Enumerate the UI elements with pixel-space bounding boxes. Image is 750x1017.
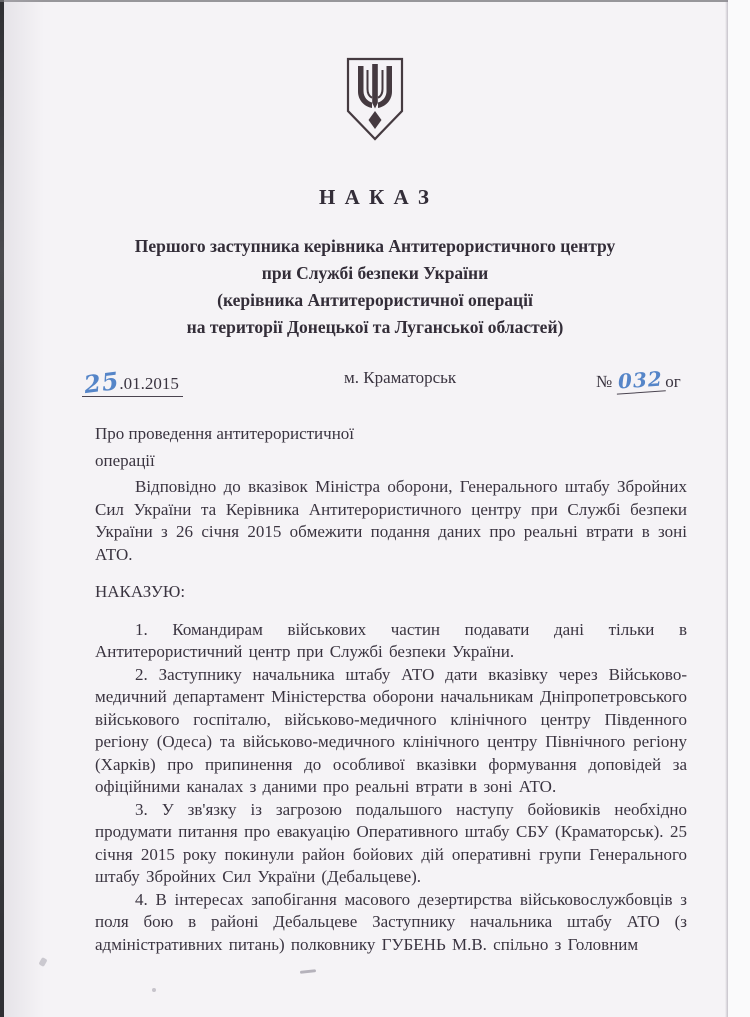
page-crease	[725, 0, 728, 1017]
ukraine-trident-icon	[342, 56, 408, 147]
order-item: 3. У зв'язку із загрозою подальшого наступу бойовиків необхідно продумати питання про евакуацію Оперативного штабу СБУ (Краматорськ). 25 січня 2015 року покинули район бойових дій оперативні групи Генерального штабу Збройних Сил України (Дебальцеве).	[95, 799, 687, 886]
handwritten-number: 032	[616, 366, 666, 394]
issuer-header	[0, 233, 750, 341]
header-line: при Службі безпеки України	[261, 263, 489, 283]
header-line: (керівника Антитерористичної операції	[217, 290, 533, 310]
order-number-field	[596, 368, 681, 393]
subject-block	[95, 420, 354, 474]
document-title: Н А К А З	[319, 185, 431, 209]
subject-line: операції	[95, 451, 155, 470]
city-label: м. Краматорськ	[344, 368, 457, 387]
number-suffix: ог	[665, 372, 681, 391]
document-body	[95, 476, 687, 956]
number-sign: №	[596, 372, 613, 391]
date-number-row	[0, 365, 750, 400]
scan-speckle	[152, 988, 156, 992]
scan-right-margin	[728, 0, 750, 1017]
scan-speckle	[300, 969, 316, 974]
handwritten-day: 25	[82, 365, 122, 400]
header-line: на території Донецької та Луганської областей)	[186, 317, 564, 337]
date-printed: .01.2015	[119, 374, 179, 393]
intro-paragraph: Відповідно до вказівок Міністра оборони, Генерального штабу Збройних Сил України та Керівника Антитерористичного центру при Службі безпеки України з 26 січня 2015 обмежити подання даних про реальні втрати в зоні АТО.	[95, 477, 687, 564]
order-item: 1. Командирам військових частин подавати дані тільки в Антитерористичний центр при Службі безпеки України.	[95, 619, 687, 661]
header-line: Першого заступника керівника Антитерористичного центру	[134, 236, 616, 256]
scan-top-edge	[0, 0, 750, 2]
date-field	[82, 365, 183, 400]
order-heading: НАКАЗУЮ:	[95, 582, 186, 601]
scan-shadow	[4, 0, 44, 1017]
order-item: 2. Заступнику начальника штабу АТО дати вказівку через Військово-медичний департамент Міністерства оборони начальникам Дніпропетровського військового госпіталю, військово-медичного клінічного центру Південного регіону (Одеса) та військово-медичного клінічного центру Північного регіону (Харків) про припинення до особливої вказівки формування доповідей за офіційними каналах з даними про реальні втрати в зоні АТО.	[95, 664, 687, 796]
subject-line: Про проведення антитерористичної	[95, 424, 355, 443]
order-item: 4. В інтересах запобігання масового дезертирства військовослужбовців з поля бою в районі Дебальцеве Заступнику начальника штабу АТО (з адміністративних питань) полковнику ГУБЕНЬ М.В. спільно з Головним	[95, 889, 687, 954]
